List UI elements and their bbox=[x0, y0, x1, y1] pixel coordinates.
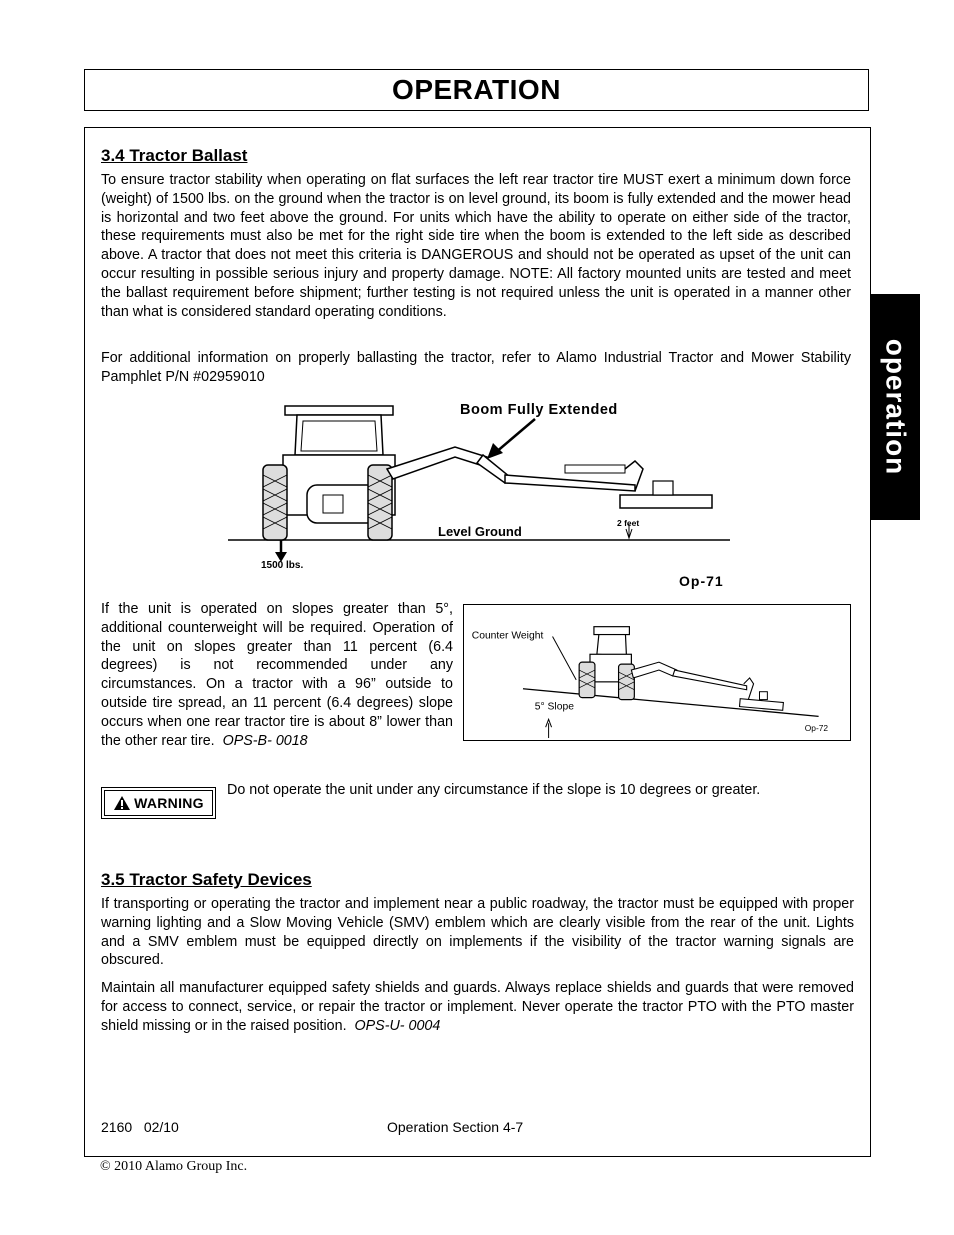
boom-extended-diagram bbox=[225, 397, 745, 592]
safety-lighting-paragraph: If transporting or operating the tractor and implement near a public roadway, the tractor must be equipped with proper warning lighting and a Slow Moving Vehicle (SMV) emblem which are clearly visible from the rear of the unit. Lights and a SMV emblem must be equipped directly on implements if the visibility of the tractor warning signals are obscured. bbox=[101, 896, 854, 969]
shields-code: OPS-U- 0004 bbox=[354, 1017, 441, 1034]
page-title: OPERATION bbox=[392, 74, 561, 105]
figure1-id: Op-71 bbox=[679, 573, 724, 589]
page-header bbox=[84, 69, 869, 111]
slope-code: OPS-B- 0018 bbox=[222, 732, 308, 749]
slope-paragraph bbox=[101, 600, 453, 750]
footer-copyright: © 2010 Alamo Group Inc. bbox=[100, 1159, 248, 1174]
ballast-paragraph: To ensure tractor stability when operating on flat surfaces the left rear tractor tire MUST exert a minimum down force (weight) of 1500 lbs. on the ground when the tractor is on level ground, its boom is fully extended and the mower head is horizontal and two feet above the ground. For units which have the ability to operate on either side of the tractor, these requirements must also be met for the right side tire when the boom is extended to the left side as described above. A tractor that does not meet this criteria is DANGEROUS and should not be operated as upset of the unit can occur resulting in possible serious injury and property damage. NOTE: All factory mounted units are tested and meet the ballast requirement before shipment; further testing is not required unless the unit is operated in a manner other than what is considered standard operating conditions. bbox=[101, 172, 851, 320]
two-feet-label: 2 feet bbox=[617, 518, 640, 528]
slope-text: If the unit is operated on slopes greater than 5°, additional counterweight will be required. Operation of the unit on slopes greater than 11 percent (6.4 degrees) is not recommended under any circumstances. On a tractor with a 96” outside to outside tire spread, an 11 percent (6.4 degrees) slope occurs when one rear tractor tire is about 8” lower than the other rear tire. bbox=[101, 601, 453, 749]
slope-label: 5° Slope bbox=[534, 701, 574, 713]
counter-weight-label: Counter Weight bbox=[471, 630, 544, 642]
slope-counterweight-diagram bbox=[463, 604, 851, 741]
section-title-tractor-ballast: 3.4 Tractor Ballast bbox=[101, 146, 248, 165]
boom-label: Boom Fully Extended bbox=[460, 402, 618, 418]
warning-text: Do not operate the unit under any circumstance if the slope is 10 degrees or greater. bbox=[227, 782, 761, 798]
section-side-tab bbox=[870, 294, 920, 520]
safety-shields-paragraph bbox=[101, 979, 854, 1035]
section-title-safety-devices: 3.5 Tractor Safety Devices bbox=[101, 870, 312, 889]
footer-model-date: 2160 02/10 bbox=[101, 1119, 179, 1135]
warning-badge bbox=[101, 787, 216, 819]
force-label: 1500 lbs. bbox=[261, 560, 304, 571]
warning-badge-label: WARNING bbox=[134, 795, 204, 811]
side-tab-label: operation bbox=[880, 338, 911, 476]
shields-text: Maintain all manufacturer equipped safety shields and guards. Always replace shields and guards that were removed for access to connect, service, or repair the tractor or implement. Never operate the tractor PTO with the PTO master shield missing or in the raised position. bbox=[101, 980, 854, 1034]
figure2-id: Op-72 bbox=[804, 723, 829, 734]
warning-triangle-icon bbox=[113, 795, 131, 811]
stability-pamphlet-paragraph: For additional information on properly ballasting the tractor, refer to Alamo Industrial Tractor and Mower Stability Pamphlet P/N #02959010 bbox=[101, 350, 851, 385]
level-ground-label: Level Ground bbox=[438, 524, 522, 539]
footer-section-page: Operation Section 4-7 bbox=[387, 1119, 524, 1135]
